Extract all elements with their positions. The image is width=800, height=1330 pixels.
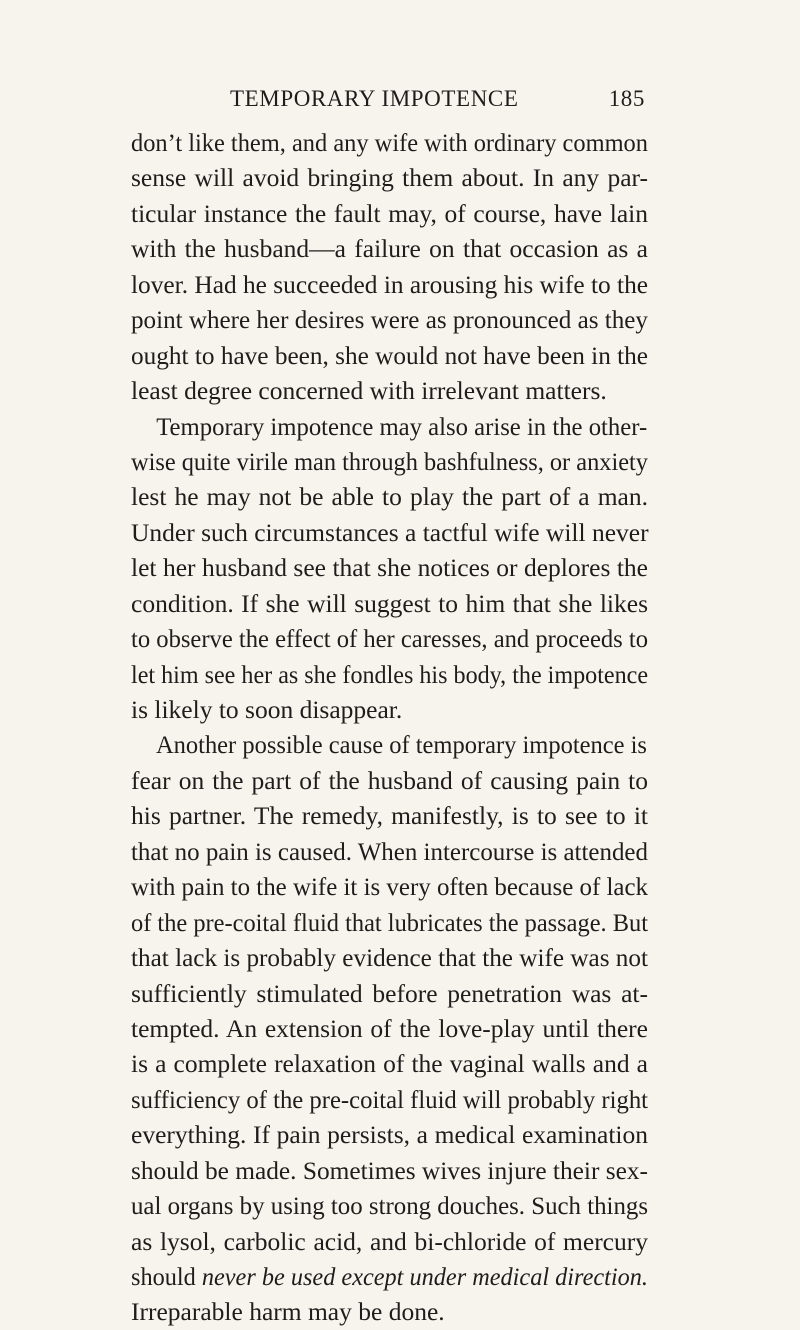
text-line: should be made. Sometimes wives injure their sex-: [131, 1155, 649, 1185]
paragraph-start-line: Temporary impotence may also arise in the other-: [156, 411, 648, 441]
text-line: ought to have been, she would not have been in the: [131, 340, 649, 370]
text-line: fear on the part of the husband of causing pain to: [131, 765, 648, 795]
text-line: sufficiency of the pre-coital fluid will probably right: [131, 1084, 649, 1114]
text-line: everything. If pain persists, a medical examination: [131, 1120, 648, 1150]
text-line: lover. Had he succeeded in arousing his wife to the: [131, 269, 649, 299]
text-line: sense will avoid bringing them about. In any par-: [131, 163, 648, 193]
text-line: his partner. The remedy, manifestly, is to see to it: [131, 801, 648, 831]
text-line: that lack is probably evidence that the wife was not: [131, 943, 649, 973]
text-line: condition. If she will suggest to him that she likes: [131, 588, 648, 618]
text-line: sufficiently stimulated before penetration was at-: [131, 978, 648, 1008]
text-line: wise quite virile man through bashfulness, or anxiety: [131, 446, 648, 476]
text-line: tempted. An extension of the love-play until there: [131, 1013, 648, 1043]
text-line: with the husband—a failure on that occasion as a: [131, 234, 648, 264]
text-line: point where her desires were as pronounced as they: [131, 305, 648, 335]
chapter-title: TEMPORARY IMPOTENCE: [230, 86, 519, 111]
page-number: 185: [608, 86, 645, 111]
text-line: ticular instance the fault may, of course, have lain: [131, 198, 648, 228]
text-line: Under such circumstances a tactful wife will never: [131, 517, 649, 547]
text-run: should: [131, 1262, 202, 1291]
running-head: [230, 86, 645, 118]
text-line: is a complete relaxation of the vaginal walls and a: [131, 1049, 648, 1079]
text-line: lest he may not be able to play the part of a man.: [131, 482, 648, 512]
text-line-with-italic: [131, 1259, 649, 1294]
text-line: least degree concerned with irrelevant matters.: [131, 376, 607, 406]
body-text: [131, 125, 648, 1330]
text-line: ual organs by using too strong douches. Such things: [131, 1191, 649, 1221]
text-line: to observe the effect of her caresses, and proceeds to: [131, 624, 649, 654]
text-line: is likely to soon disappear.: [131, 695, 403, 724]
paragraph-start-line: Another possible cause of temporary impotence is: [155, 730, 647, 760]
text-line: as lysol, carbolic acid, and bi-chloride of mercury: [131, 1226, 648, 1256]
text-line: let her husband see that she notices or deplores the: [131, 553, 648, 583]
text-line: of the pre-coital fluid that lubricates the passage. But: [131, 907, 648, 937]
text-line: don’t like them, and any wife with ordinary common: [131, 128, 648, 157]
text-line: with pain to the wife it is very often because of lack: [131, 872, 648, 902]
text-line: let him see her as she fondles his body, the impotence: [131, 659, 649, 689]
italic-emphasis: never be used except under medical direction.: [201, 1262, 649, 1291]
text-line: that no pain is caused. When intercourse is attended: [131, 836, 648, 866]
text-line: Irreparable harm may be done.: [131, 1297, 445, 1327]
